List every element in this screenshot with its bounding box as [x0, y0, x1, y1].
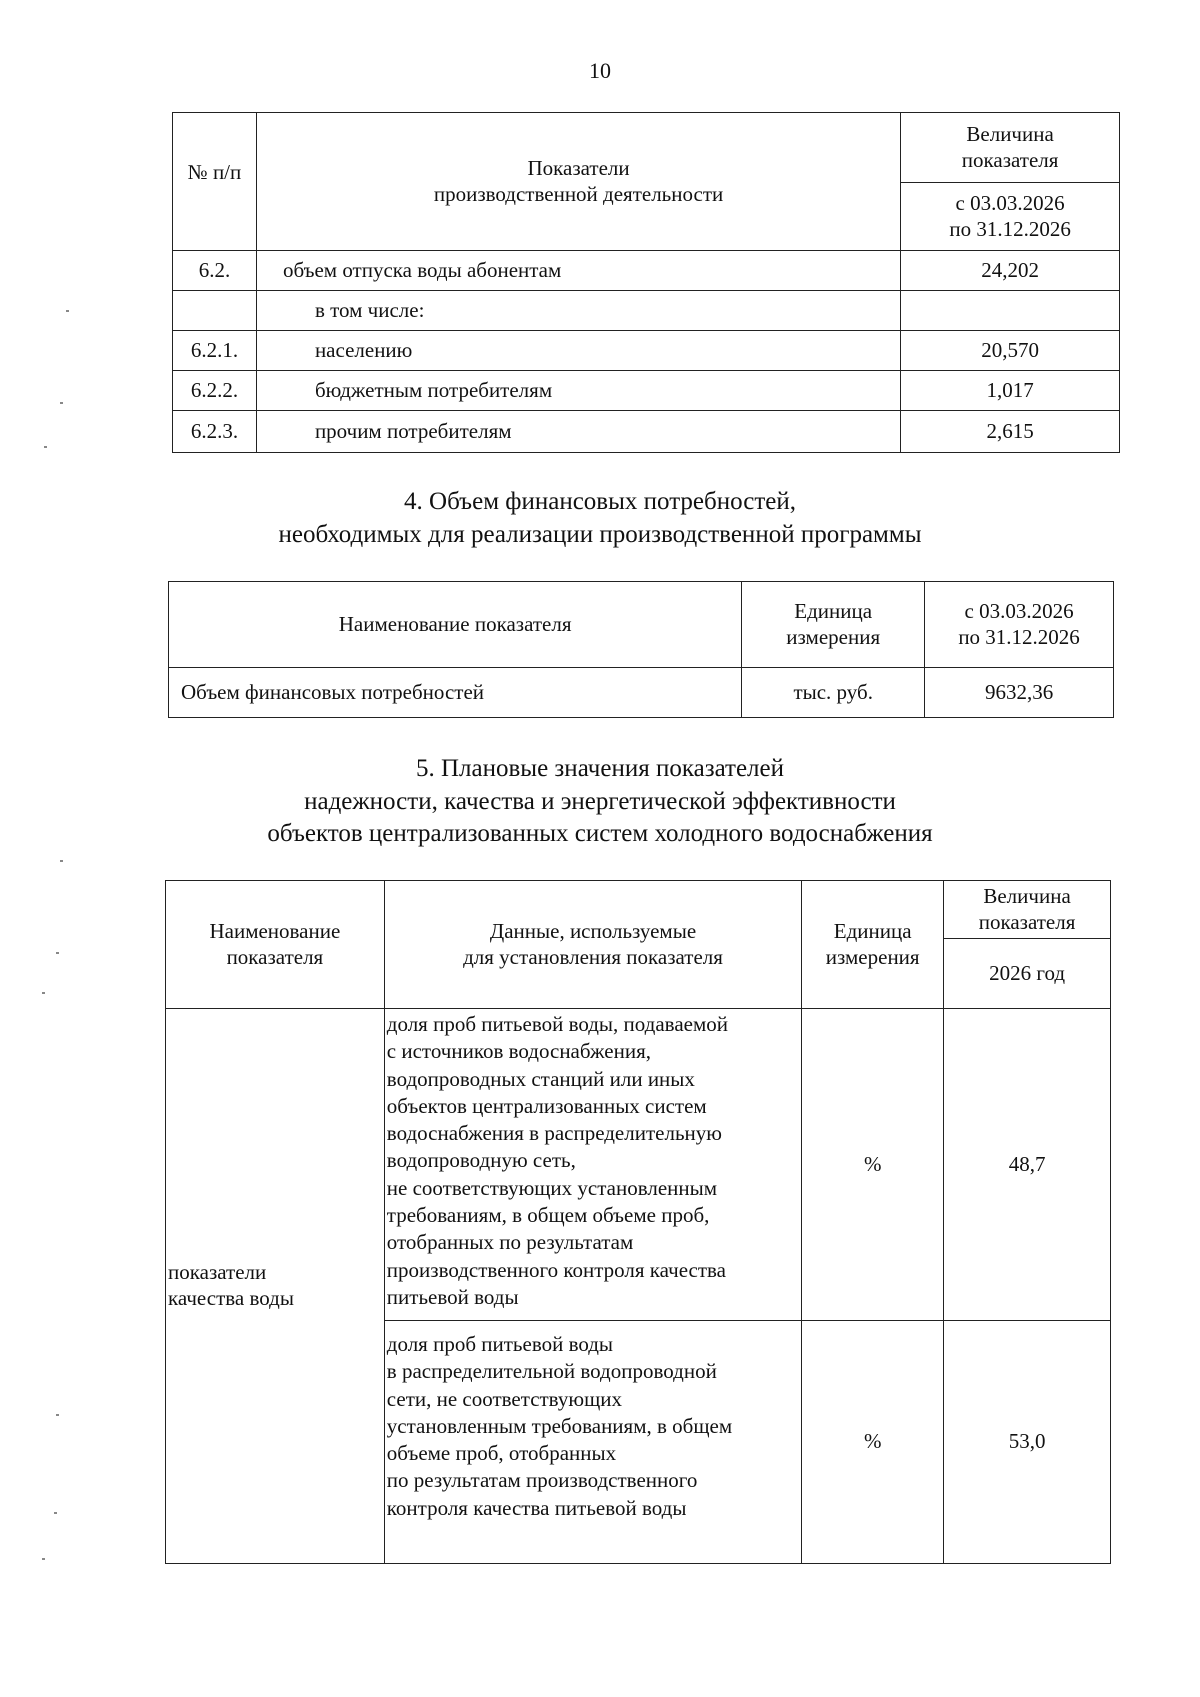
header-name-line2: показателя: [226, 944, 324, 969]
row-value: [901, 291, 1120, 331]
desc-line: доля проб питьевой воды, подаваемой: [386, 1012, 728, 1036]
row-value: 20,570: [901, 331, 1120, 371]
row-description: [384, 1321, 801, 1564]
row-name: объем отпуска воды абонентам: [256, 251, 900, 291]
desc-line: водопроводных станций или иных: [386, 1066, 695, 1091]
header-period: [901, 183, 1120, 251]
scan-speck: [56, 952, 59, 954]
row-value: 24,202: [901, 251, 1120, 291]
row-name: в том числе:: [256, 291, 900, 331]
desc-line: производственного контроля качества: [386, 1257, 726, 1282]
row-value: 53,0: [944, 1321, 1111, 1564]
page-number: 10: [589, 58, 611, 83]
header-unit: [802, 881, 944, 1009]
desc-line: в распределительной водопроводной: [386, 1359, 717, 1384]
scan-speck: [44, 446, 47, 448]
desc-line: не соответствующих установленным: [386, 1175, 718, 1200]
section5-title: [0, 753, 1200, 851]
header-name: [169, 582, 742, 668]
scan-speck: [66, 310, 69, 312]
section5-title-line1: 5. Плановые значения показателей: [415, 755, 785, 782]
header-unit-line1: Единица: [833, 918, 912, 943]
row-num: 6.2.: [173, 251, 257, 291]
table-row: [173, 291, 1120, 331]
header-unit: [742, 582, 925, 668]
header-data-line1: Данные, используемые: [489, 918, 697, 943]
section5-title-line2: надежности, качества и энергетической эффективности: [304, 787, 896, 815]
scan-speck: [42, 1558, 45, 1560]
header-value-line1: Величина: [983, 883, 1071, 908]
group-name-line2: качества воды: [168, 1286, 294, 1310]
scan-speck: [60, 402, 63, 404]
row-name: бюджетным потребителям: [256, 371, 900, 411]
section4-title: [0, 486, 1200, 551]
desc-line: с источников водоснабжения,: [386, 1039, 651, 1064]
header-num: [173, 113, 257, 251]
desc-line: объеме проб, отобранных: [386, 1441, 617, 1466]
row-unit: %: [802, 1321, 944, 1564]
desc-line: установленным требованиям, в общем: [386, 1413, 733, 1438]
section4-title-line2: необходимых для реализации производственной программы: [278, 520, 922, 548]
row-name: Объем финансовых потребностей: [169, 668, 742, 718]
desc-line: питьевой воды: [386, 1284, 519, 1309]
header-unit-line1: Единица: [794, 598, 873, 623]
header-value-line2: показателя: [978, 909, 1076, 934]
table-row: [169, 668, 1114, 718]
desc-line: по результатам производственного: [386, 1468, 698, 1493]
header-period-line1: с 03.03.2026: [955, 190, 1065, 215]
row-num: 6.2.3.: [173, 411, 257, 453]
section5-title-line3: объектов централизованных систем холодного водоснабжения: [267, 820, 933, 847]
row-value: 9632,36: [925, 668, 1114, 718]
table-row: [166, 1009, 1111, 1321]
desc-line: отобранных по результатам: [386, 1230, 634, 1255]
row-description: [384, 1009, 801, 1321]
row-unit: тыс. руб.: [742, 668, 925, 718]
header-unit-line2: измерения: [825, 944, 920, 969]
header-name-text: Наименование показателя: [338, 611, 572, 636]
header-name-line1: Наименование: [209, 918, 341, 943]
table-row: [173, 331, 1120, 371]
section4-title-line1: 4. Объем финансовых потребностей,: [404, 488, 796, 515]
header-indicator-line2: производственной деятельности: [433, 181, 724, 206]
table-row: [173, 251, 1120, 291]
row-value: 2,615: [901, 411, 1120, 453]
scan-speck: [42, 992, 45, 994]
row-name: прочим потребителям: [256, 411, 900, 453]
header-period: [925, 582, 1114, 668]
row-value: 48,7: [944, 1009, 1111, 1321]
header-indicator-line1: Показатели: [527, 155, 630, 180]
header-num-text: № п/п: [187, 159, 242, 184]
header-period-line2: по 31.12.2026: [958, 624, 1080, 649]
row-num: [173, 291, 257, 331]
header-value: [944, 881, 1111, 939]
production-indicators-table: [172, 112, 1120, 453]
desc-line: контроля качества питьевой воды: [386, 1495, 687, 1520]
header-value: [901, 113, 1120, 183]
row-value: 1,017: [901, 371, 1120, 411]
header-indicator: [256, 113, 900, 251]
desc-line: водопроводную сеть,: [386, 1148, 576, 1173]
header-unit-line2: измерения: [786, 624, 881, 649]
group-name: [166, 1009, 385, 1564]
header-data: [384, 881, 801, 1009]
desc-line: водоснабжения в распределительную: [386, 1121, 722, 1146]
header-period-line2: по 31.12.2026: [949, 216, 1071, 241]
scan-speck: [60, 860, 63, 862]
desc-line: доля проб питьевой воды: [386, 1332, 614, 1356]
table-row: [173, 411, 1120, 453]
quality-indicators-table: [165, 880, 1111, 1564]
row-num: 6.2.1.: [173, 331, 257, 371]
row-num: 6.2.2.: [173, 371, 257, 411]
scan-speck: [54, 1512, 57, 1514]
header-year: 2026 год: [944, 939, 1111, 1009]
group-name-line1: показатели: [168, 1260, 267, 1285]
scan-speck: [56, 1414, 59, 1416]
financial-needs-table: [168, 581, 1114, 718]
desc-line: объектов централизованных систем: [386, 1093, 707, 1118]
header-data-line2: для установления показателя: [463, 944, 723, 969]
row-name: населению: [256, 331, 900, 371]
desc-line: требованиям, в общем объеме проб,: [386, 1203, 710, 1228]
desc-line: сети, не соответствующих: [386, 1386, 622, 1411]
table-row: [173, 371, 1120, 411]
header-value-line2: показателя: [961, 147, 1059, 172]
row-unit: %: [802, 1009, 944, 1321]
header-period-line1: с 03.03.2026: [964, 598, 1074, 623]
header-name: [166, 881, 385, 1009]
header-value-line1: Величина: [966, 121, 1054, 146]
